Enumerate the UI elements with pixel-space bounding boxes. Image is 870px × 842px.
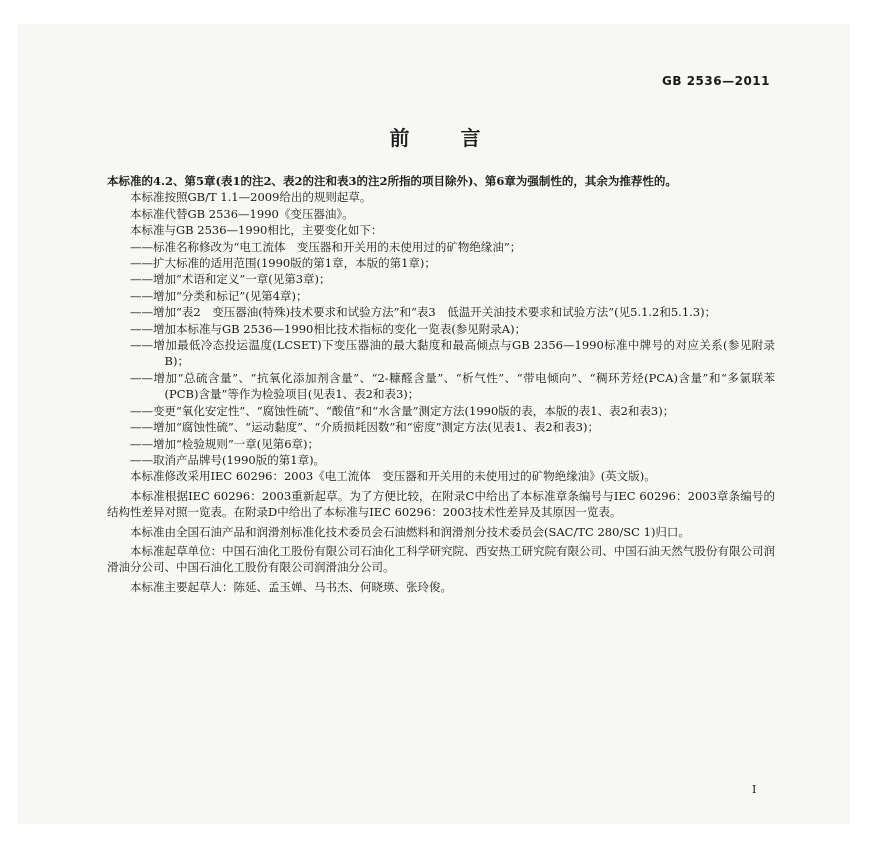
change-list-item: ——增加“术语和定义”一章(见第3章)； [130,272,331,287]
change-list-item: ——增加本标准与GB 2536—1990相比技术指标的变化一览表(参见附录A)； [130,321,527,336]
change-list-item: ——增加最低冷态投运温度(LCSET)下变压器油的最大黏度和最高倾点与GB 2356—1990标准中牌号的对应关系(参见附录B)； [130,338,775,369]
paragraph: 本标准代替GB 2536—1990《变压器油》。 [130,206,354,221]
change-list-item: ——增加“表2 变压器油(特殊)技术要求和试验方法”和“表3 低温开关油技术要求和试验方法”(见5.1.2和5.1.3)； [130,305,717,320]
standard-code: GB 2536—2011 [662,74,770,88]
page-number: I [752,783,757,796]
page-title: 前 言 [389,126,503,150]
paragraph: 本标准根据IEC 60296：2003重新起草。为了方便比较，在附录C中给出了本标准章条编号与IEC 60296：2003章条编号的结构性差异对照一览表。在附录D中给出了本标准与IEC 60296：2003技术性差异及其原因一览表。 [107,488,775,520]
paragraph: 本标准修改采用IEC 60296：2003《电工流体 变压器和开关用的未使用过的矿物绝缘油》(英文版)。 [130,469,656,484]
change-list-item: ——变更“氧化安定性”、“腐蚀性硫”、“酸值”和“水含量”测定方法(1990版的表，本版的表1、表2和表3)； [130,403,675,418]
paragraph: 本标准按照GB/T 1.1—2009给出的规则起草。 [130,190,372,205]
paragraph: 本标准主要起草人：陈延、孟玉婵、马书杰、何晓瑛、张玲俊。 [130,579,452,594]
change-list-item: ——扩大标准的适用范围(1990版的第1章，本版的第1章)； [130,256,436,271]
mandatory-clause-paragraph: 本标准的4.2、第5章(表1的注2、表2的注和表3的注2所指的项目除外)、第6章为强制性的，其余为推荐性的。 [107,174,677,188]
paragraph: 本标准由全国石油产品和润滑剂标准化技术委员会石油燃料和润滑剂分技术委员会(SAC/TC 280/SC 1)归口。 [130,524,690,539]
change-list-item: ——增加“检验规则”一章(见第6章)； [130,436,320,451]
change-list-item: ——标准名称修改为“电工流体 变压器和开关用的未使用过的矿物绝缘油”； [130,239,522,254]
foreword-body [107,173,775,595]
change-list-item: ——增加“分类和标记”(见第4章)； [130,288,308,303]
change-list-item: ——增加“总硫含量”、“抗氧化添加剂含量”、“2-糠醛含量”、“析气性”、“带电倾向”、“稠环芳烃(PCA)含量”和“多氯联苯(PCB)含量”等作为检验项目(见表1、表2和表3)； [130,370,775,402]
paragraph: 本标准与GB 2536—1990相比，主要变化如下： [130,223,383,238]
paragraph: 本标准起草单位：中国石油化工股份有限公司石油化工科学研究院、西安热工研究院有限公司、中国石油天然气股份有限公司润滑油分公司、中国石油化工股份有限公司润滑油分公司。 [107,543,775,575]
change-list-item: ——增加“腐蚀性硫”、“运动黏度”、“介质损耗因数”和“密度”测定方法(见表1、表2和表3)； [130,420,599,435]
change-list-item: ——取消产品牌号(1990版的第1章)。 [130,452,326,467]
